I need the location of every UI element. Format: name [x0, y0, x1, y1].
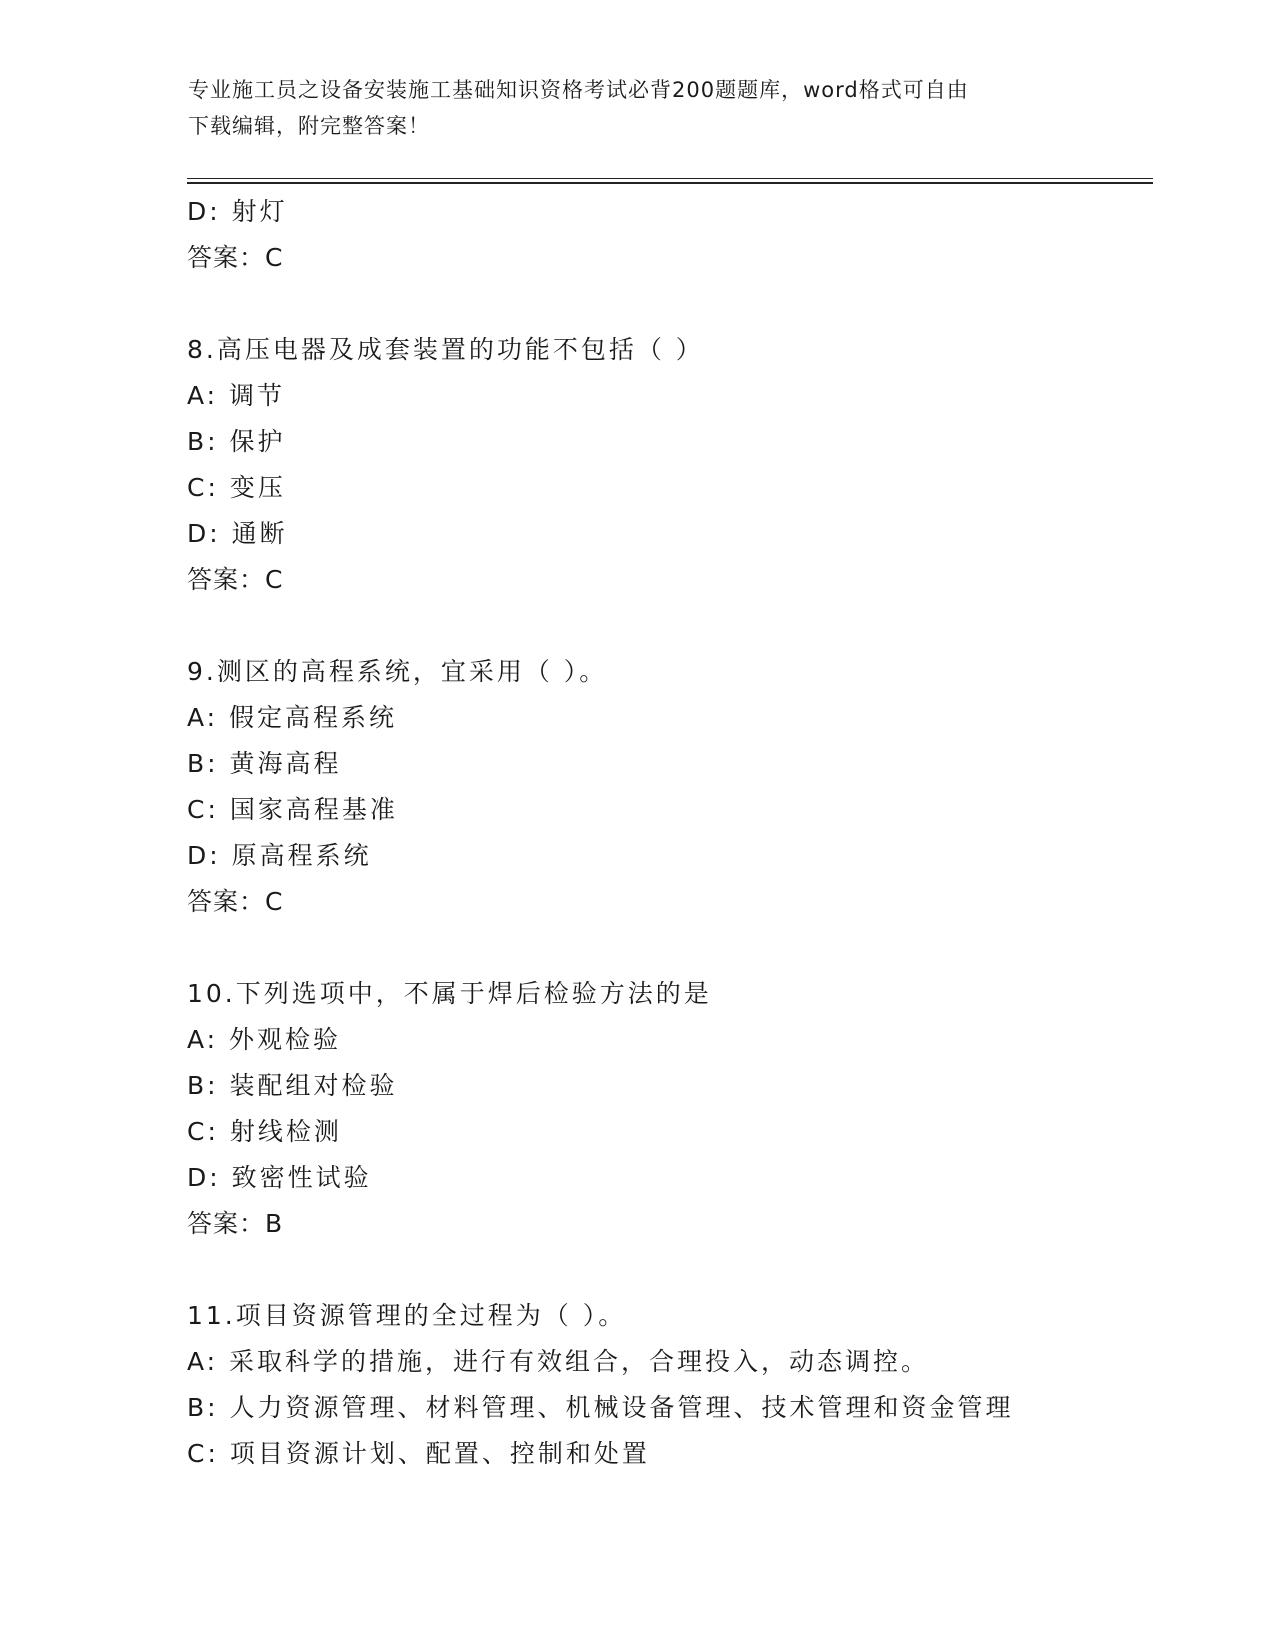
header-line-1: 专业施工员之设备安装施工基础知识资格考试必背200题题库，word格式可自由	[188, 78, 969, 102]
option-a: A: 采取科学的措施，进行有效组合，合理投入，动态调控。	[187, 1347, 930, 1376]
question-answer: 答案：C	[187, 887, 284, 916]
option-b: B: 保护	[187, 427, 286, 456]
option-a: A: 调节	[187, 381, 286, 410]
option-d: D: 致密性试验	[187, 1163, 372, 1192]
question-stem: 11.项目资源管理的全过程为（ ）。	[187, 1301, 627, 1330]
question-8	[187, 327, 1147, 603]
option-b: B: 人力资源管理、材料管理、机械设备管理、技术管理和资金管理	[187, 1393, 1014, 1422]
carryover-answer: 答案：C	[187, 243, 284, 272]
option-c: C: 国家高程基准	[187, 795, 398, 824]
question-answer: 答案：B	[187, 1209, 284, 1238]
option-a: A: 外观检验	[187, 1025, 342, 1054]
carryover-option-d: D: 射灯	[187, 197, 288, 226]
spacer	[187, 925, 1147, 971]
question-11	[187, 1293, 1147, 1477]
question-stem: 9.测区的高程系统，宜采用（ ）。	[187, 657, 608, 686]
option-b: B: 黄海高程	[187, 749, 342, 778]
question-stem: 10.下列选项中，不属于焊后检验方法的是	[187, 979, 712, 1008]
header-line-2: 下载编辑，附完整答案！	[188, 114, 430, 138]
option-a: A: 假定高程系统	[187, 703, 398, 732]
header-divider-thick	[187, 182, 1153, 184]
option-b: B: 装配组对检验	[187, 1071, 398, 1100]
option-c: C: 射线检测	[187, 1117, 342, 1146]
option-c: C: 项目资源计划、配置、控制和处置	[187, 1439, 650, 1468]
option-c: C: 变压	[187, 473, 286, 502]
question-10	[187, 971, 1147, 1247]
question-stem: 8.高压电器及成套装置的功能不包括（ ）	[187, 335, 704, 364]
question-answer: 答案：C	[187, 565, 284, 594]
question-9	[187, 649, 1147, 925]
document-header	[188, 72, 1068, 144]
header-divider-thin	[187, 178, 1153, 179]
option-d: D: 通断	[187, 519, 288, 548]
option-d: D: 原高程系统	[187, 841, 372, 870]
spacer	[187, 603, 1147, 649]
question-list	[187, 189, 1147, 1477]
spacer	[187, 1247, 1147, 1293]
spacer	[187, 281, 1147, 327]
